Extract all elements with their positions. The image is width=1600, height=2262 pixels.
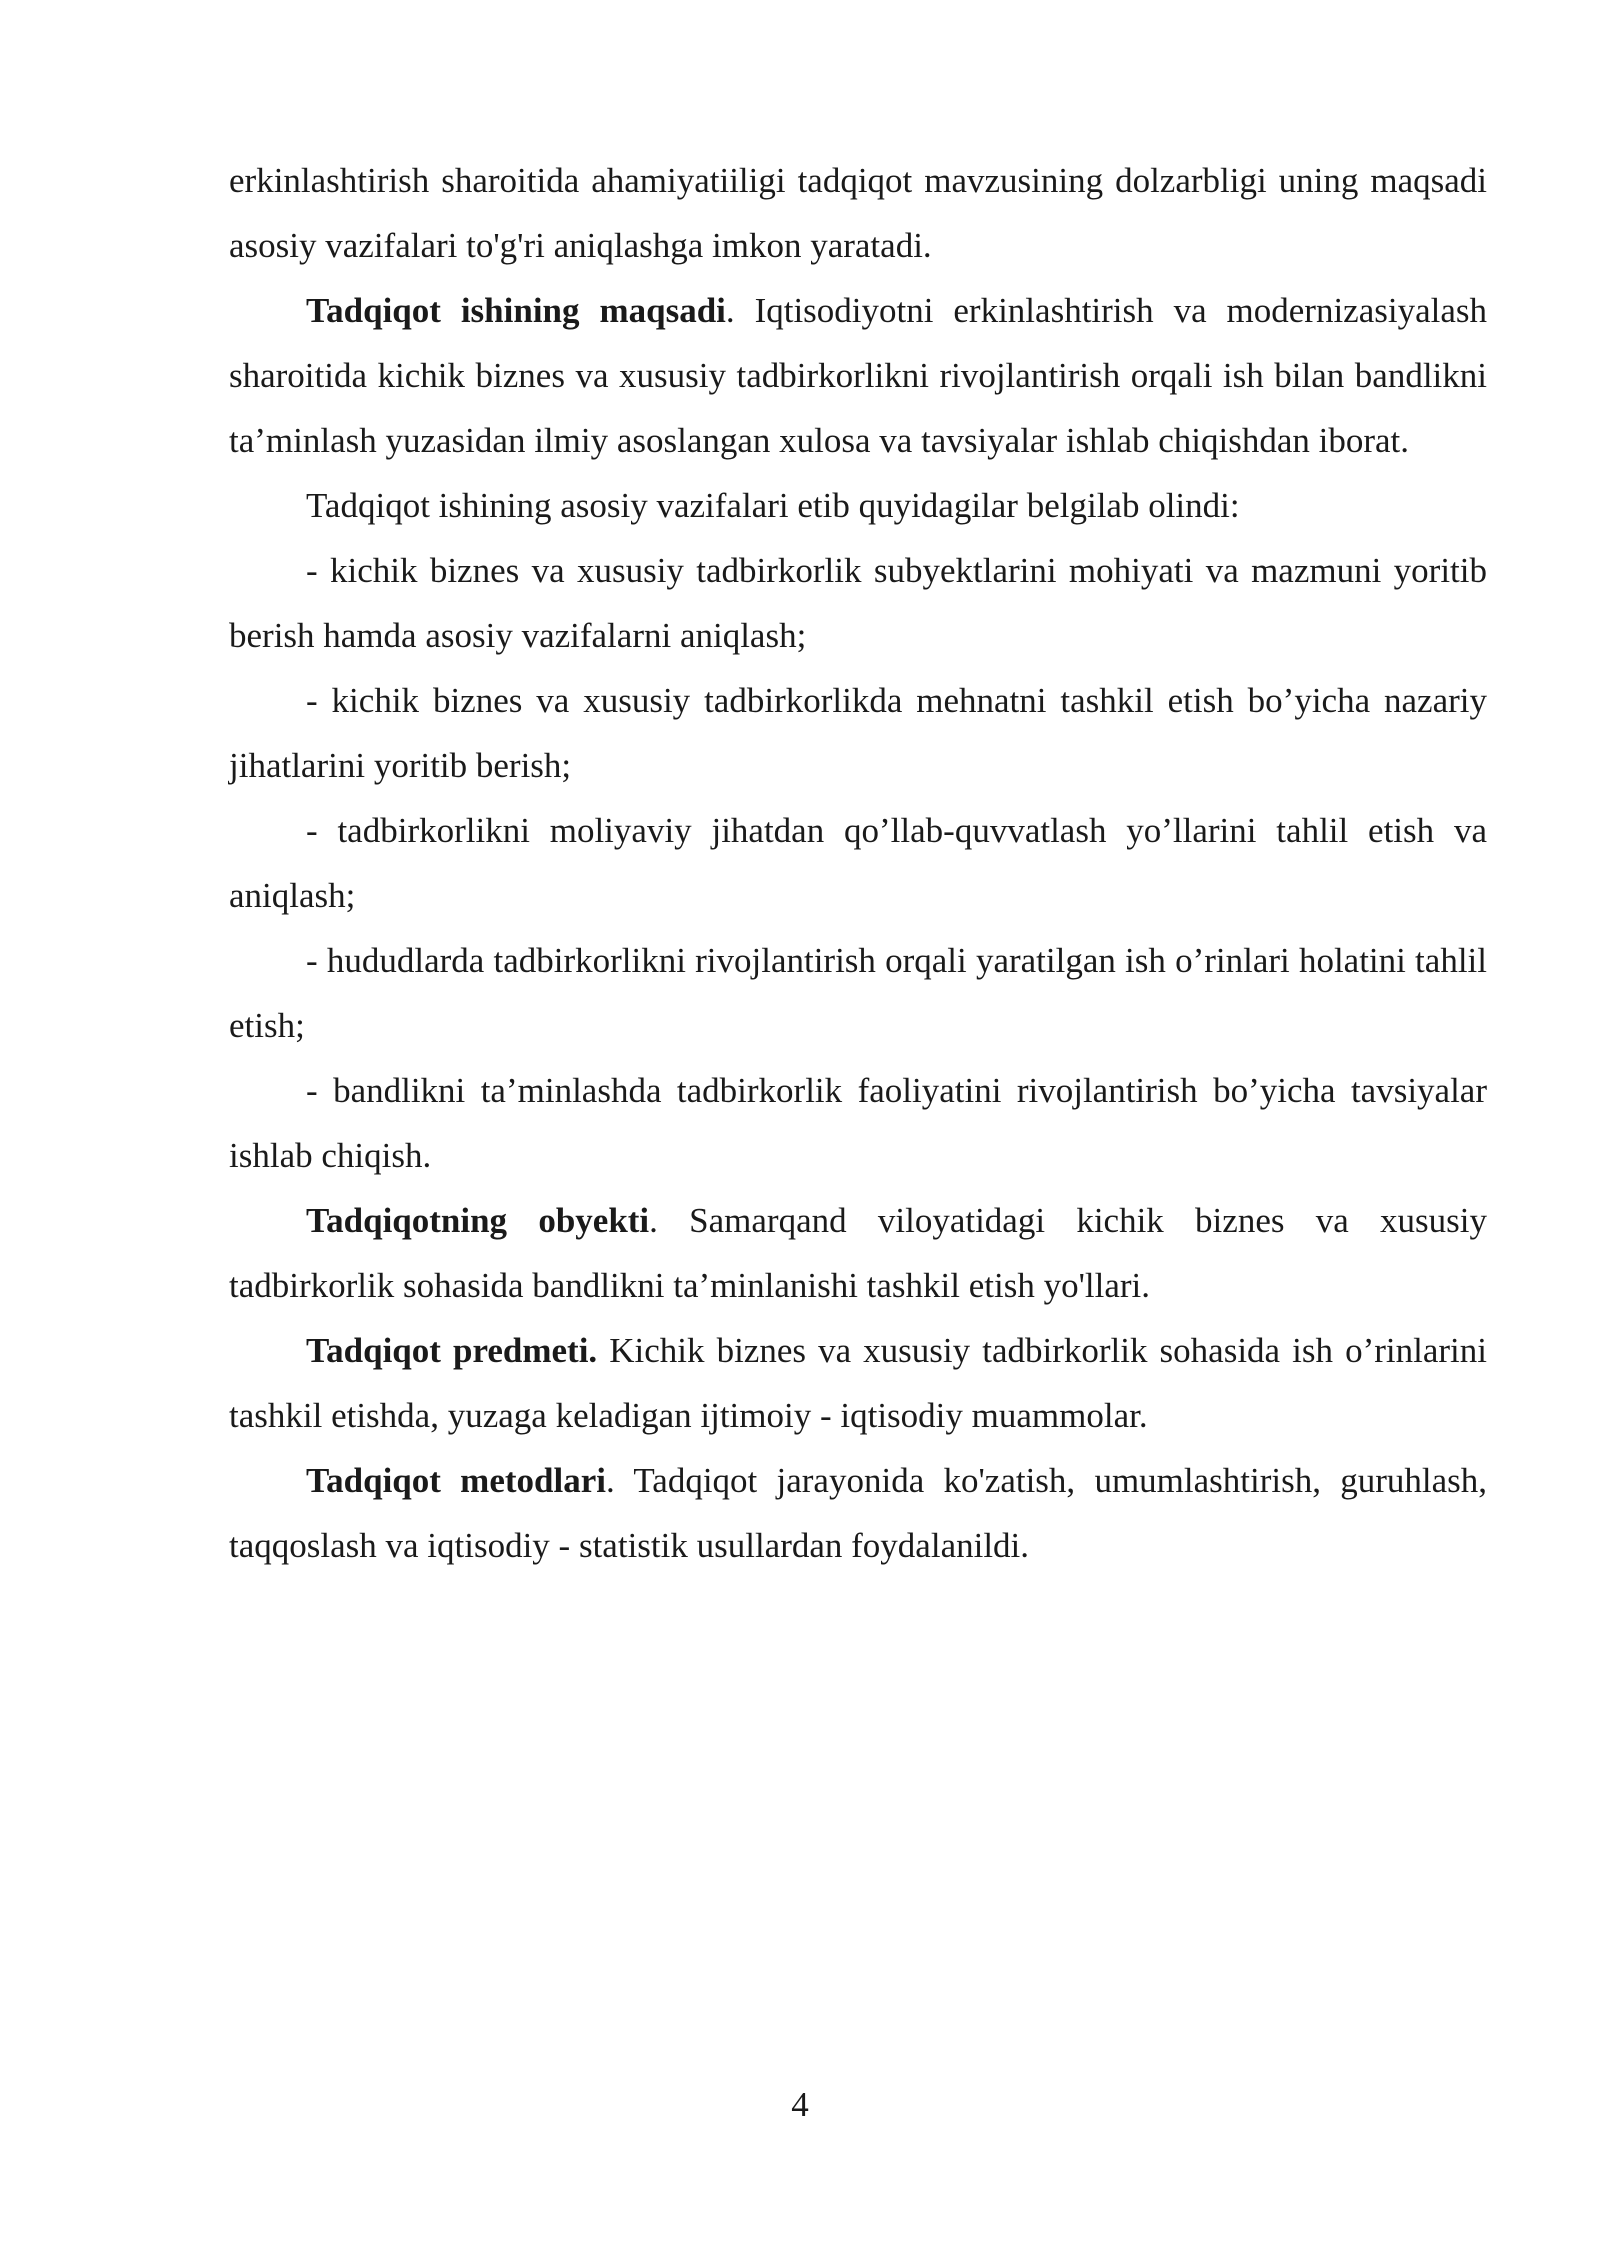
research-object-paragraph <box>229 1188 1487 1318</box>
task-item-2: - kichik biznes va xususiy tadbirkorlikda mehnatni tashkil etish bo’yicha nazariy jihatlarini yoritib berish; <box>229 681 1487 785</box>
task-item-3: - tadbirkorlikni moliyaviy jihatdan qo’llab-quvvatlash yo’llarini tahlil etish va aniqlash; <box>229 811 1487 915</box>
research-aim-heading: Tadqiqot ishining maqsadi <box>306 291 726 330</box>
intro-paragraph: erkinlashtirish sharoitida ahamiyatiiligi tadqiqot mavzusining dolzarbligi uning maqsadi asosiy vazifalari to'g'ri aniqlashga imkon yaratadi. <box>229 161 1487 265</box>
research-subject-heading: Tadqiqot predmeti. <box>306 1331 598 1370</box>
research-subject-text: Kichik biznes va xususiy tadbirkorlik sohasida ish o’rinlarini tashkil etishda, yuzaga keladigan ijtimoiy - iqtisodiy muammolar. <box>229 1331 1487 1435</box>
task-item-5: - bandlikni ta’minlashda tadbirkorlik faoliyatini rivojlantirish bo’yicha tavsiyalar ishlab chiqish. <box>229 1071 1487 1175</box>
research-subject-paragraph <box>229 1318 1487 1448</box>
task-item-1: - kichik biznes va xususiy tadbirkorlik subyektlarini mohiyati va mazmuni yoritib berish hamda asosiy vazifalarni aniqlash; <box>229 551 1487 655</box>
task-item-4: - hududlarda tadbirkorlikni rivojlantirish orqali yaratilgan ish o’rinlari holatini tahlil etish; <box>229 941 1487 1045</box>
research-tasks-intro: Tadqiqot ishining asosiy vazifalari etib quyidagilar belgilab olindi: <box>306 486 1240 525</box>
document-body <box>229 148 1487 1578</box>
research-aim-text: . Iqtisodiyotni erkinlashtirish va modernizasiyalash sharoitida kichik biznes va xususiy tadbirkorlikni rivojlantirish orqali ish bilan bandlikni ta’minlash yuzasidan ilmiy asoslangan xulosa va tavsiyalar ishlab chiqishdan iborat. <box>229 291 1487 460</box>
research-methods-paragraph <box>229 1448 1487 1578</box>
research-methods-text: . Tadqiqot jarayonida ko'zatish, umumlashtirish, guruhlash, taqqoslash va iqtisodiy - statistik usullardan foydalanildi. <box>229 1461 1488 1565</box>
research-methods-heading: Tadqiqot metodlari <box>306 1461 606 1500</box>
research-object-text: . Samarqand viloyatidagi kichik biznes va xususiy tadbirkorlik sohasida bandlikni ta’minlanishi tashkil etish yo'llari. <box>229 1201 1487 1305</box>
research-object-heading: Tadqiqotning obyekti <box>306 1201 650 1240</box>
research-aim-paragraph <box>229 278 1487 473</box>
page-number: 4 <box>791 2085 809 2124</box>
